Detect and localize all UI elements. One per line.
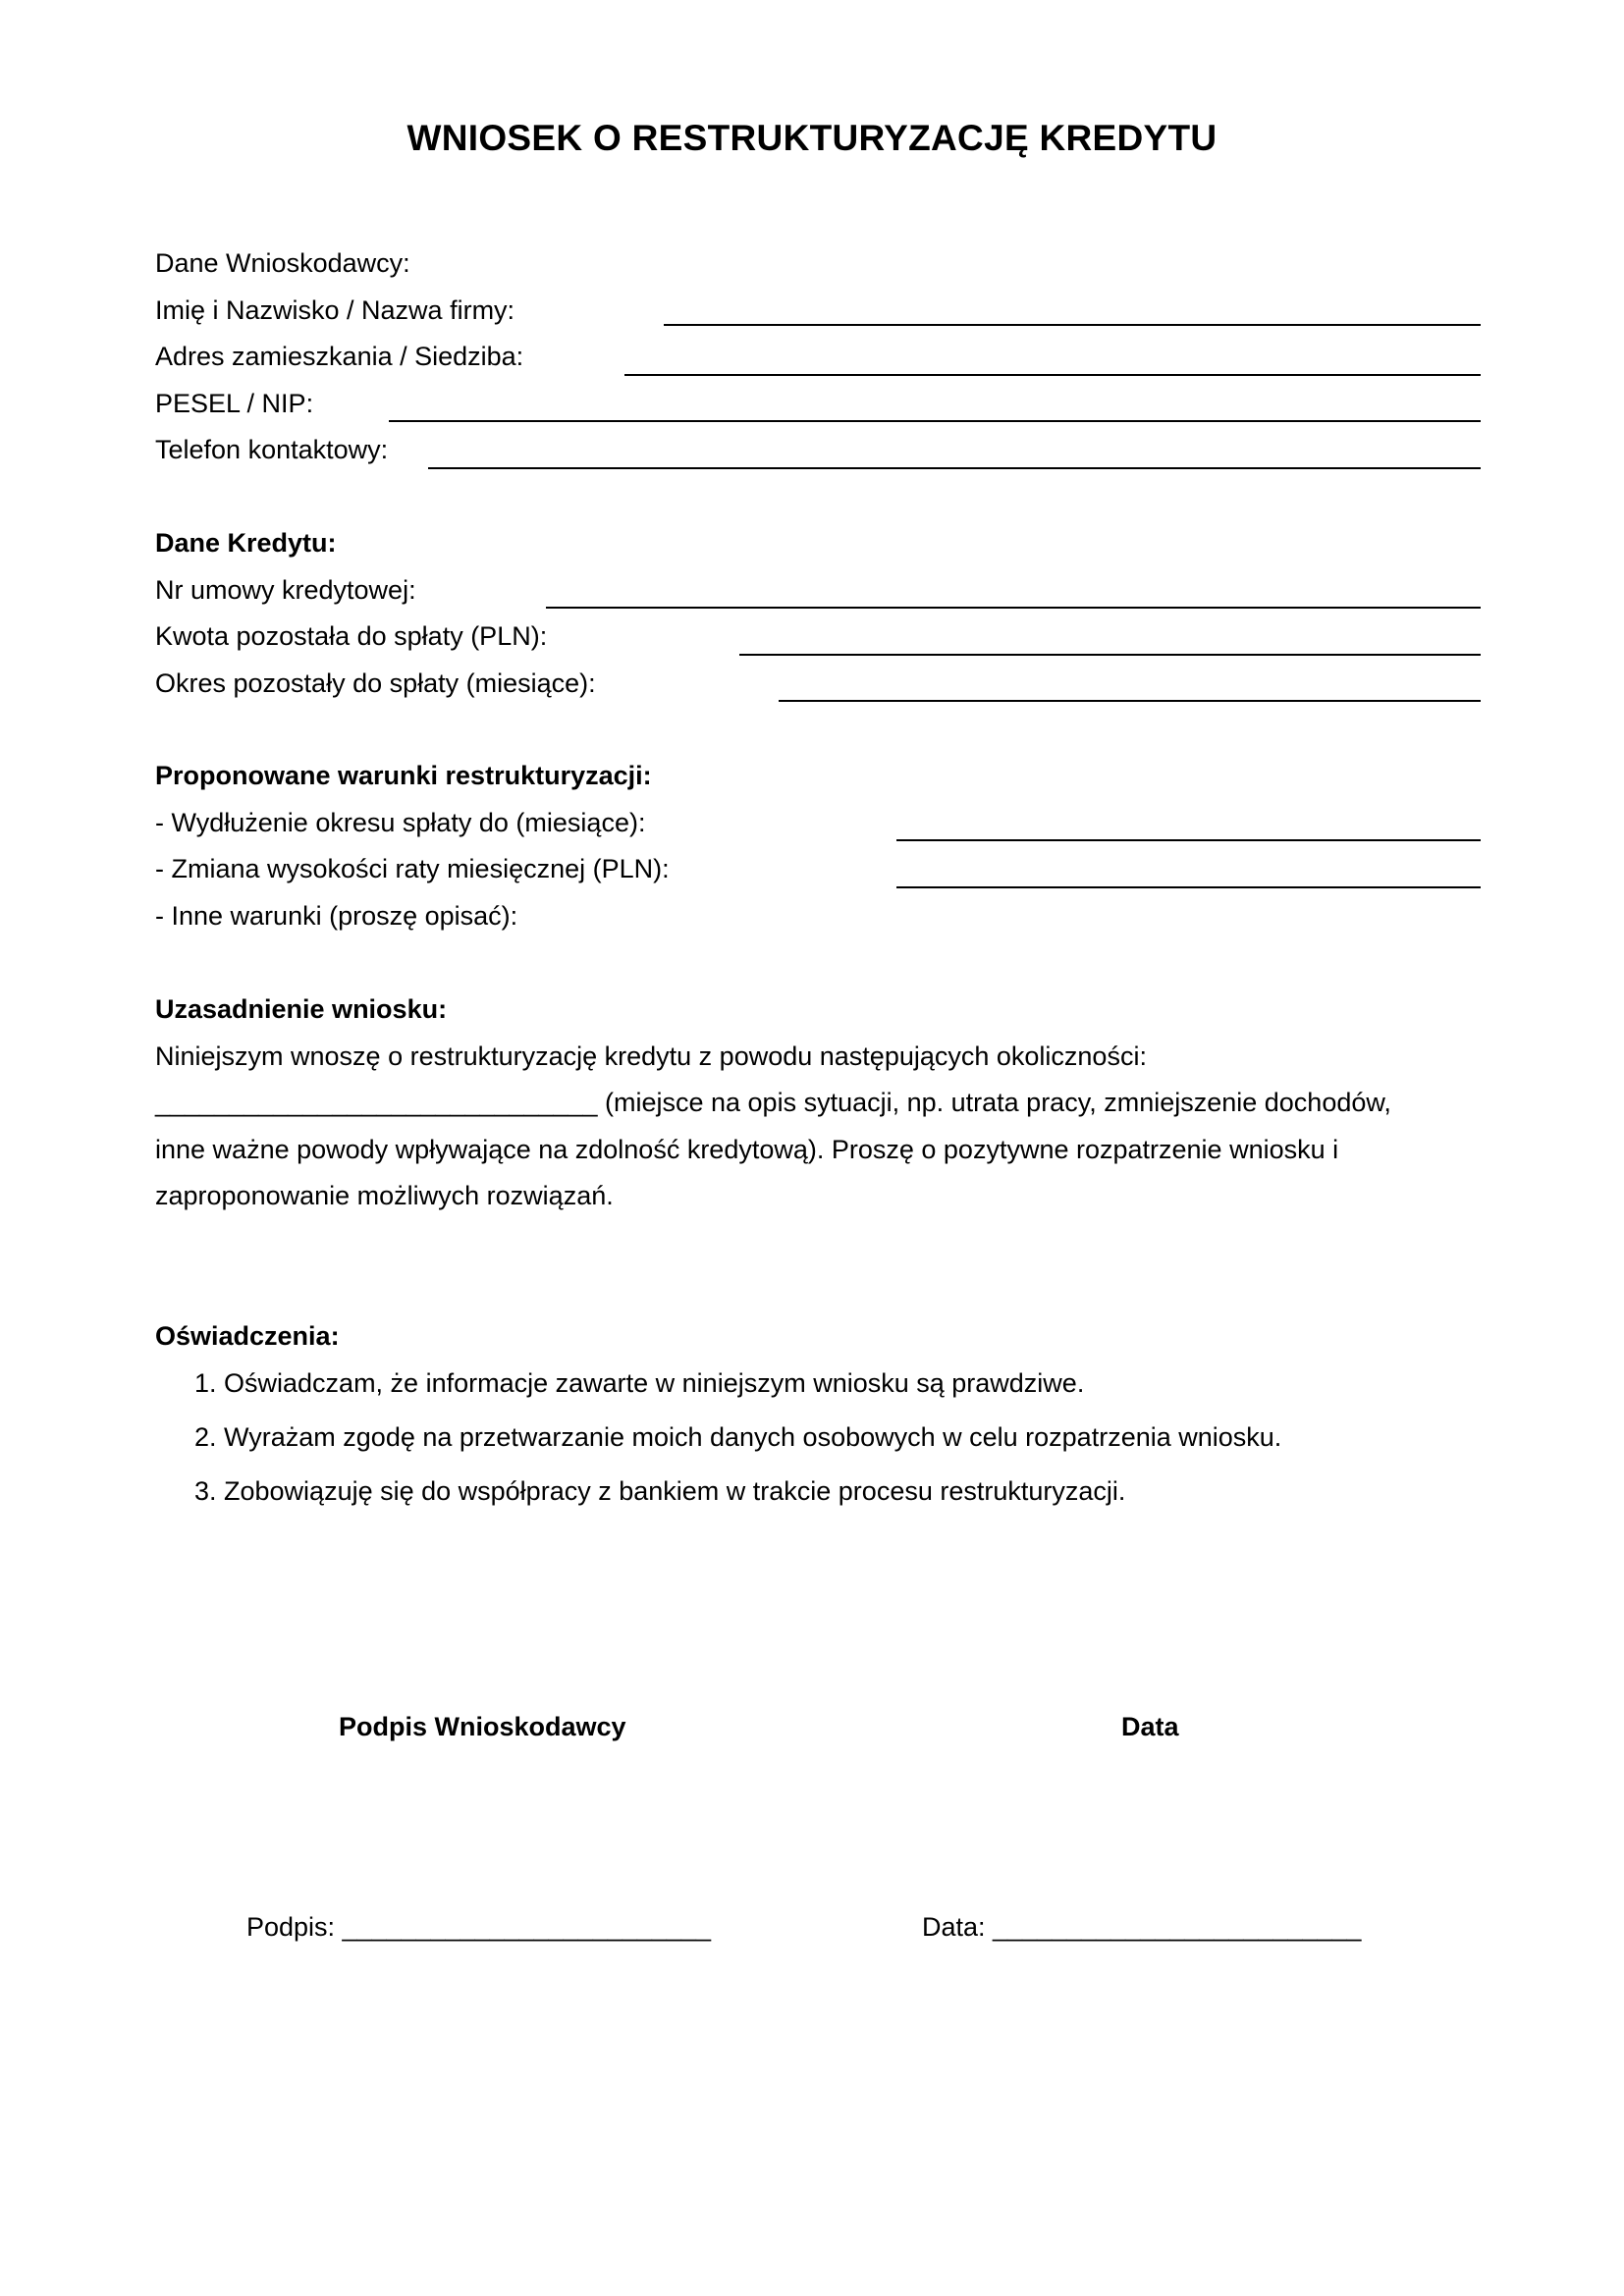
applicant-section [155, 240, 1481, 474]
document-title: WNIOSEK O RESTRUKTURYZACJĘ KREDYTU [406, 118, 1218, 158]
terms-extension-label: - Wydłużenie okresu spłaty do (miesiące): [155, 807, 646, 837]
credit-amount-row [155, 614, 1481, 661]
applicant-name-field[interactable] [664, 324, 1481, 326]
justification-section [155, 987, 1481, 1220]
terms-extension-field[interactable] [896, 839, 1481, 841]
date-heading: Data [1121, 1712, 1179, 1741]
declarations-heading: Oświadczenia: [155, 1321, 340, 1351]
applicant-name-label: Imię i Nazwisko / Nazwa firmy: [155, 294, 515, 325]
credit-period-field[interactable] [779, 700, 1481, 702]
terms-installment-row [155, 846, 1481, 893]
justification-line-2: ______________________________ (miejsce na opis sytuacji, np. utrata pracy, zmniejszenie dochodów, [155, 1088, 1391, 1117]
justification-line-1: Niniejszym wnoszę o restrukturyzację kredytu z powodu następujących okoliczności: [155, 1041, 1147, 1071]
applicant-heading: Dane Wnioskodawcy: [155, 248, 410, 278]
signature-field[interactable]: Podpis: _________________________ [246, 1912, 711, 1942]
applicant-pesel-label: PESEL / NIP: [155, 388, 314, 418]
credit-contract-label: Nr umowy kredytowej: [155, 574, 416, 605]
credit-amount-label: Kwota pozostała do spłaty (PLN): [155, 621, 548, 651]
terms-extension-row [155, 800, 1481, 847]
credit-section [155, 520, 1481, 707]
credit-period-label: Okres pozostały do spłaty (miesiące): [155, 667, 596, 698]
declaration-item: 2. Wyrażam zgodę na przetwarzanie moich danych osobowych w celu rozpatrzenia wniosku. [194, 1421, 1282, 1452]
justification-heading: Uzasadnienie wniosku: [155, 994, 448, 1024]
applicant-phone-row [155, 427, 1481, 474]
credit-heading: Dane Kredytu: [155, 528, 337, 558]
applicant-phone-label: Telefon kontaktowy: [155, 435, 389, 464]
justification-line-4: zaproponowanie możliwych rozwiązań. [155, 1181, 614, 1210]
applicant-name-row [155, 288, 1481, 335]
applicant-pesel-field[interactable] [389, 420, 1481, 422]
terms-installment-field[interactable] [896, 886, 1481, 888]
declaration-item: 1. Oświadczam, że informacje zawarte w niniejszym wniosku są prawdziwe. [194, 1367, 1085, 1398]
credit-contract-field[interactable] [546, 607, 1481, 609]
credit-contract-row [155, 567, 1481, 614]
date-field[interactable]: Data: _________________________ [922, 1912, 1362, 1942]
applicant-pesel-row [155, 381, 1481, 428]
declarations-section [155, 1313, 1481, 1522]
applicant-address-field[interactable] [624, 374, 1481, 376]
credit-period-row [155, 661, 1481, 708]
terms-section [155, 753, 1481, 939]
applicant-phone-field[interactable] [428, 467, 1481, 469]
terms-heading: Proponowane warunki restrukturyzacji: [155, 761, 652, 790]
declarations-list [155, 1361, 1481, 1522]
terms-other-label: - Inne warunki (proszę opisać): [155, 900, 518, 931]
justification-line-3: inne ważne powody wpływające na zdolność kredytową). Proszę o pozytywne rozpatrzenie wniosku i [155, 1134, 1339, 1164]
terms-installment-label: - Zmiana wysokości raty miesięcznej (PLN): [155, 854, 670, 883]
credit-amount-field[interactable] [739, 654, 1481, 656]
declaration-item: 3. Zobowiązuję się do współpracy z bankiem w trakcie procesu restrukturyzacji. [194, 1475, 1126, 1506]
signature-heading: Podpis Wnioskodawcy [339, 1712, 626, 1741]
applicant-address-row [155, 334, 1481, 381]
applicant-address-label: Adres zamieszkania / Siedziba: [155, 342, 524, 371]
